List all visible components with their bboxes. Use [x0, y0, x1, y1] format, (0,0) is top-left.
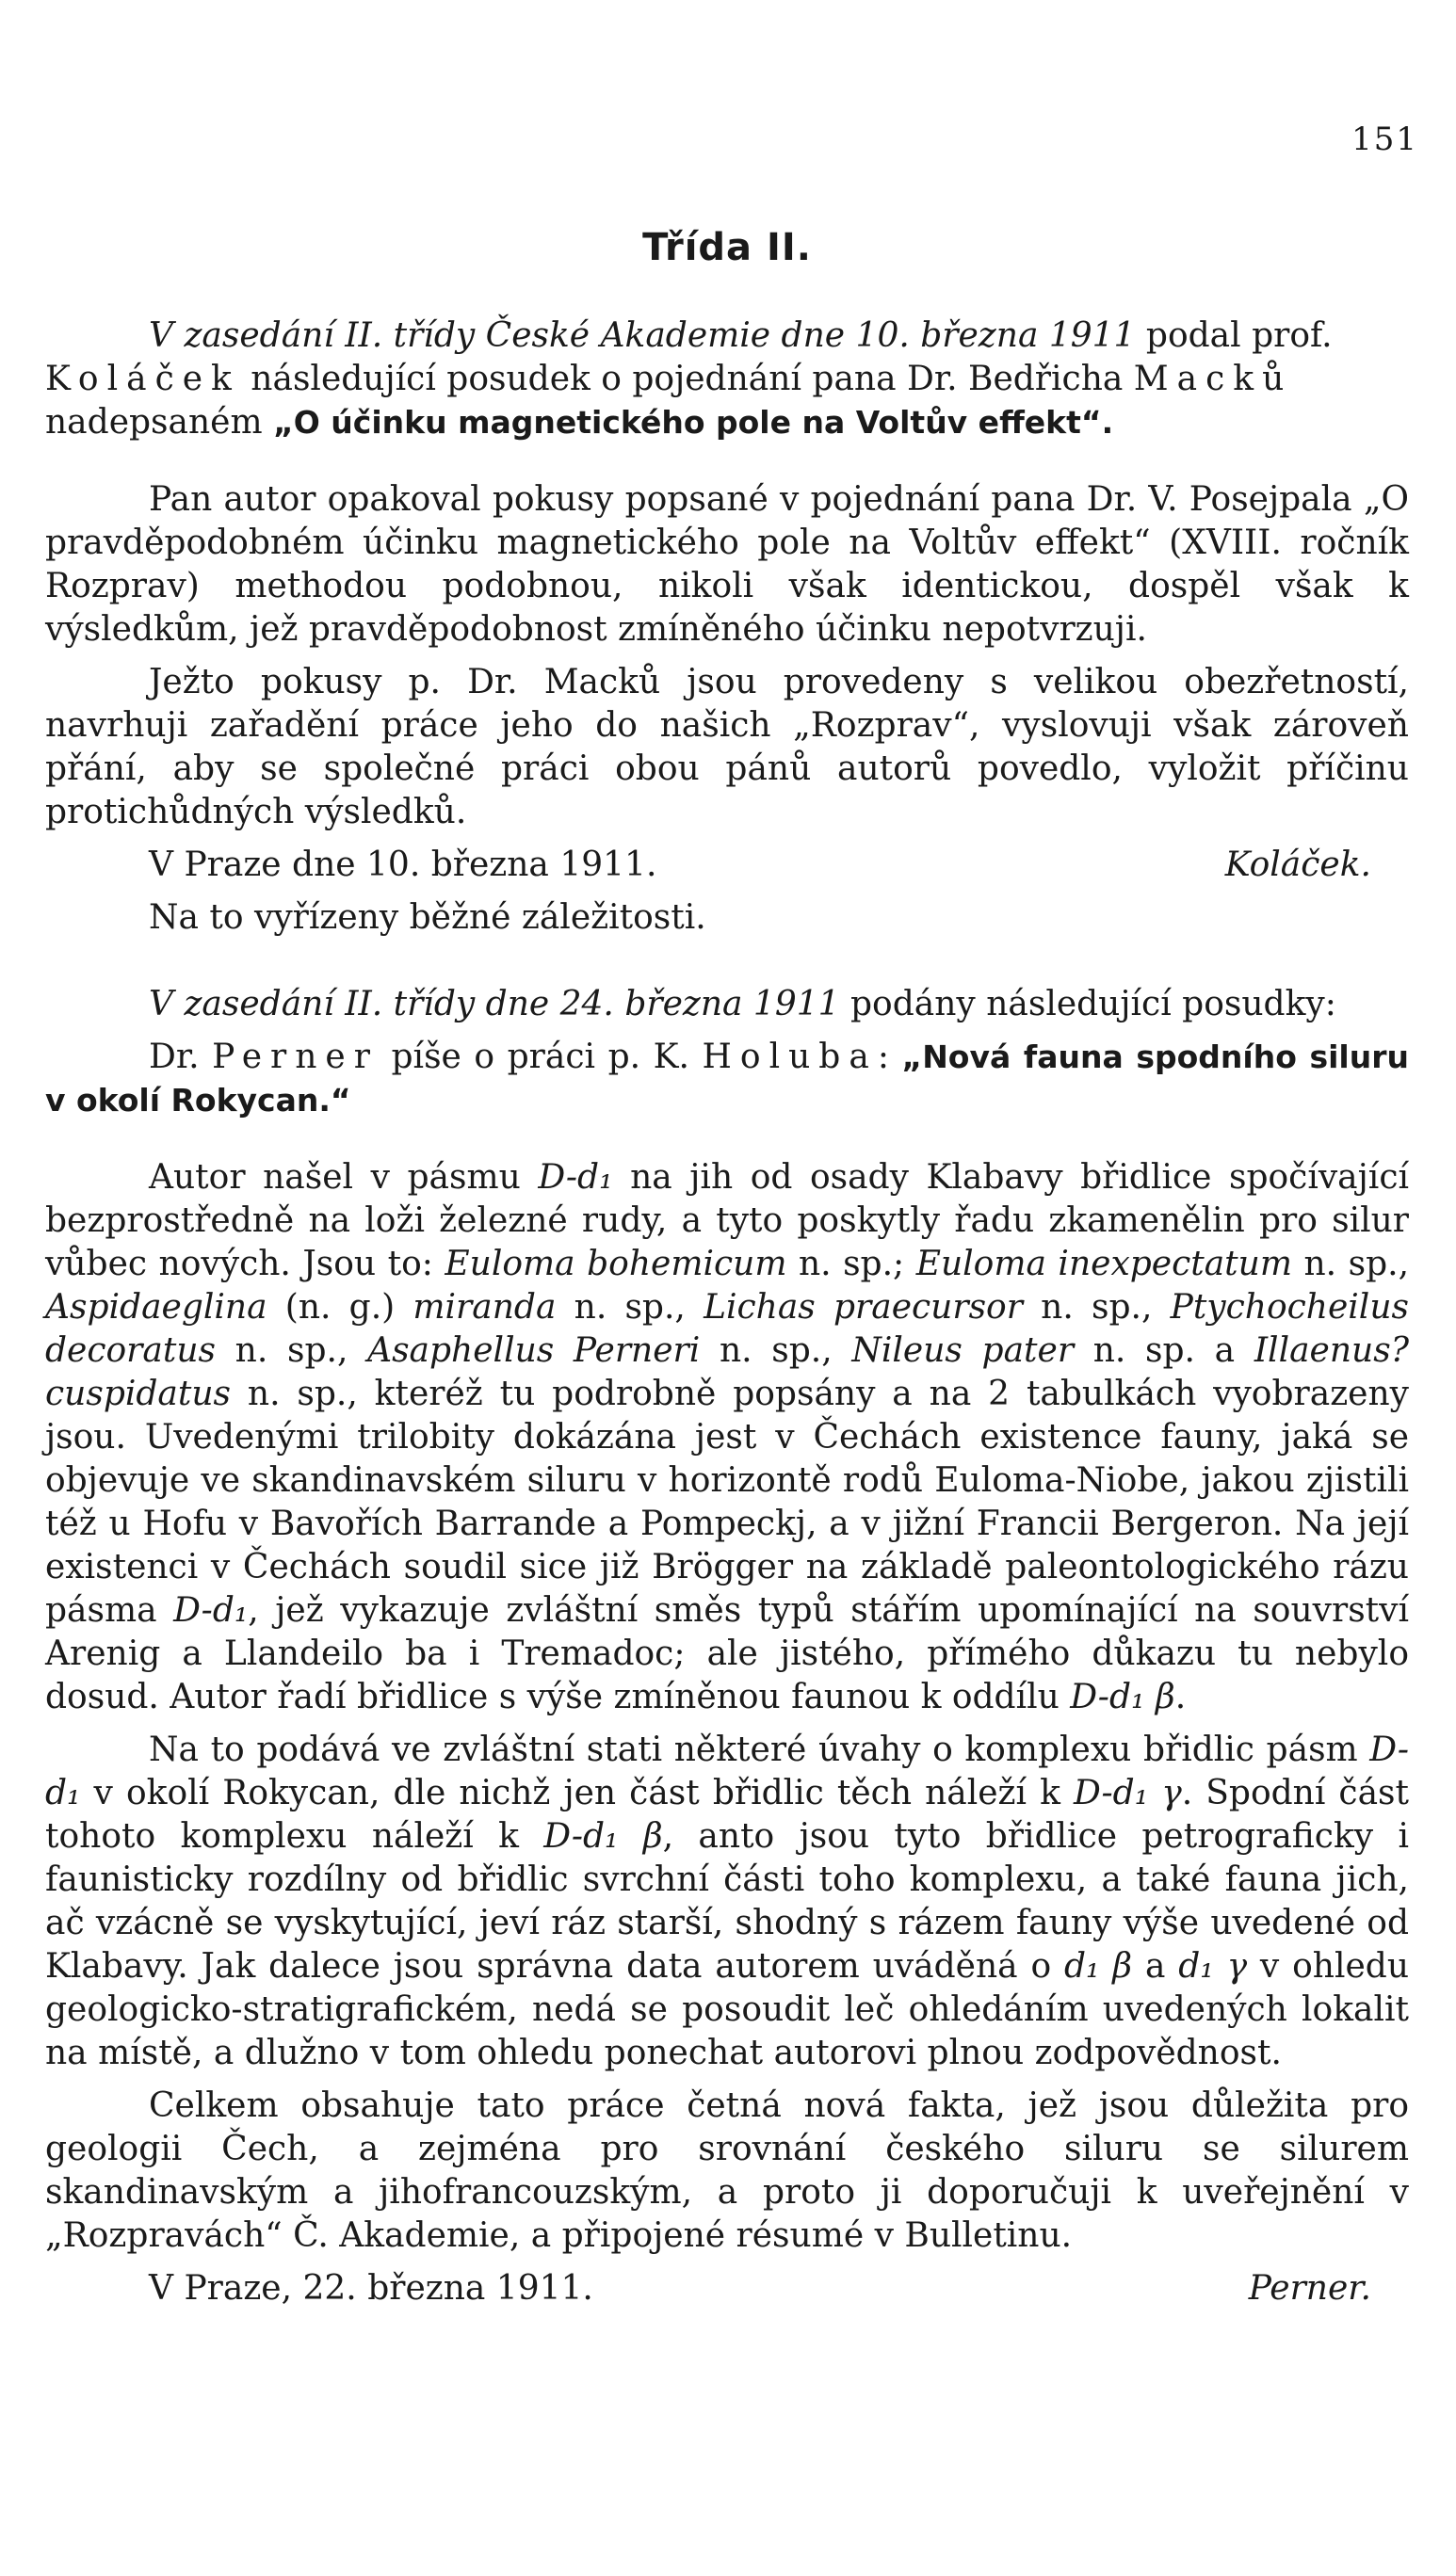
- session-date-italic: V zasedání II. třídy České Akademie dne 10. března 1911: [149, 316, 1136, 355]
- review-paragraph-2: Ježto pokusy p. Dr. Macků jsou provedeny s velikou obezřetností, navrhuji zařadění práce jeho do našich „Rozprav“, vyslovuji však zároveň přání, aby se společné práci obou pánů autorů povedlo, vyložit příčinu protichůdných výsledků.: [45, 663, 1409, 831]
- reviewer-name: Koláček: [45, 360, 240, 398]
- review-paragraph-4: Na to podává ve zvláštní stati některé úvahy o komplexu břidlic pásm D-d₁ v okolí Rokycan, dle nichž jen část břidlic těch náleží k D-d₁ γ. Spodní část tohoto komplexu náleží k D-d₁ β, anto jsou tyto břidlice petrograficky i faunisticky rozdílny od břidlic svrchní části toho komplexu, a také fauna jich, ač vzácně se vyskytující, jeví ráz starší, shodný s rázem fauny výše uvedené od Klabavy. Jak dalece jsou správna data autorem uváděná o d₁ β a d₁ γ v ohledu geologicko-stratigrafickém, nedá se posoudit leč ohledáním uvedených lokalit na místě, a dlužno v tom ohledu ponechat autorovi plnou zodpovědnost.: [45, 1731, 1410, 2072]
- signature-date-2: V Praze, 22. března 1911.: [149, 2269, 593, 2308]
- signature-name: Koláček.: [1224, 845, 1371, 884]
- review-paragraph-5: Celkem obsahuje tato práce četná nová fakta, jež jsou důležita pro geologii Čech, a zejména pro srovnání českého siluru se silurem skandinavským a jihofrancouzským, a proto ji doporučuji k uveřejnění v „Rozpravách“ Č. Akademie, a připojené résumé v Bulletinu.: [45, 2086, 1409, 2255]
- report-intro-1: V zasedání II. třídy České Akademie dne 10. března 1911 podal prof. Koláček následující posudek o pojednání pana Dr. Bedřicha Macků nadepsaném „O účinku magnetického pole na Voltův effekt“.: [45, 316, 1333, 442]
- section-heading: Třída II.: [642, 226, 812, 269]
- report-intro-2: V zasedání II. třídy dne 24. března 1911 podány následující posudky:: [149, 985, 1336, 1023]
- review-paragraph-3: Autor našel v pásmu D-d₁ na jih od osady Klabavy břidlice spočívající bezprostředně na loži železné rudy, a tyto poskytly řadu zkamenělin pro silur vůbec nových. Jsou to: Euloma bohemicum n. sp.; Euloma inexpectatum n. sp., Aspidaeglina (n. g.) miranda n. sp., Lichas praecursor n. sp., Ptychocheilus decoratus n. sp., Asaphellus Perneri n. sp., Nileus pater n. sp. a Illaenus? cuspidatus n. sp., kteréž tu podrobně popsány a na 2 tabulkách vyobrazeny jsou. Uvedenými trilobity dokázána jest v Čechách existence fauny, jaká se objevuje ve skandinavském siluru v horizontě rodů Euloma-Niobe, jakou zjistili též u Hofu v Bavořích Barrande a Pompeckj, a v jižní Francii Bergeron. Na její existenci v Čechách soudil sice již Brögger na základě paleontologického rázu pásma D-d₁, jež vykazuje zvláštní směs typů stářím upomínající na souvrství Arenig a Llandeilo ba i Tremadoc; ale jistého, přímého důkazu tu nebylo dosud. Autor řadí břidlice s výše zmíněnou faunou k oddílu D-d₁ β.: [45, 1158, 1410, 1716]
- paper-title: „O účinku magnetického pole na Voltův effekt“.: [273, 404, 1114, 441]
- session-date-italic-2: V zasedání II. třídy dne 24. března 1911: [149, 985, 840, 1023]
- reviewer-name-2: Perner: [212, 1038, 379, 1076]
- page-number: 151: [1351, 121, 1418, 158]
- paper-title-2: „Nová fauna spodního siluru v okolí Rokycan.“: [45, 1038, 1409, 1119]
- review-heading-2: Dr. Perner píše o práci p. K. Holuba: „Nová fauna spodního siluru v okolí Rokycan.“: [45, 1038, 1409, 1119]
- signature-row-1: [45, 844, 1409, 887]
- review-paragraph-1: Pan autor opakoval pokusy popsané v pojednání pana Dr. V. Posejpala „O pravděpodobném účinku magnetického pole na Voltův effekt“ (XVIII. ročník Rozprav) methodou podobnou, nikoli však identickou, dospěl však k výsledkům, jež pravděpodobnost zmíněného účinku nepotvrzuji.: [45, 480, 1409, 649]
- author-name: Macků: [1133, 360, 1293, 398]
- signature-row-2: [45, 2267, 1409, 2310]
- signature-name-2: Perner.: [1248, 2269, 1371, 2308]
- closing-line: Na to vyřízeny běžné záležitosti.: [149, 898, 706, 937]
- signature-date: V Praze dne 10. března 1911.: [149, 845, 657, 884]
- author-name-2: Holuba: [702, 1038, 878, 1076]
- document-page: [45, 122, 1409, 2310]
